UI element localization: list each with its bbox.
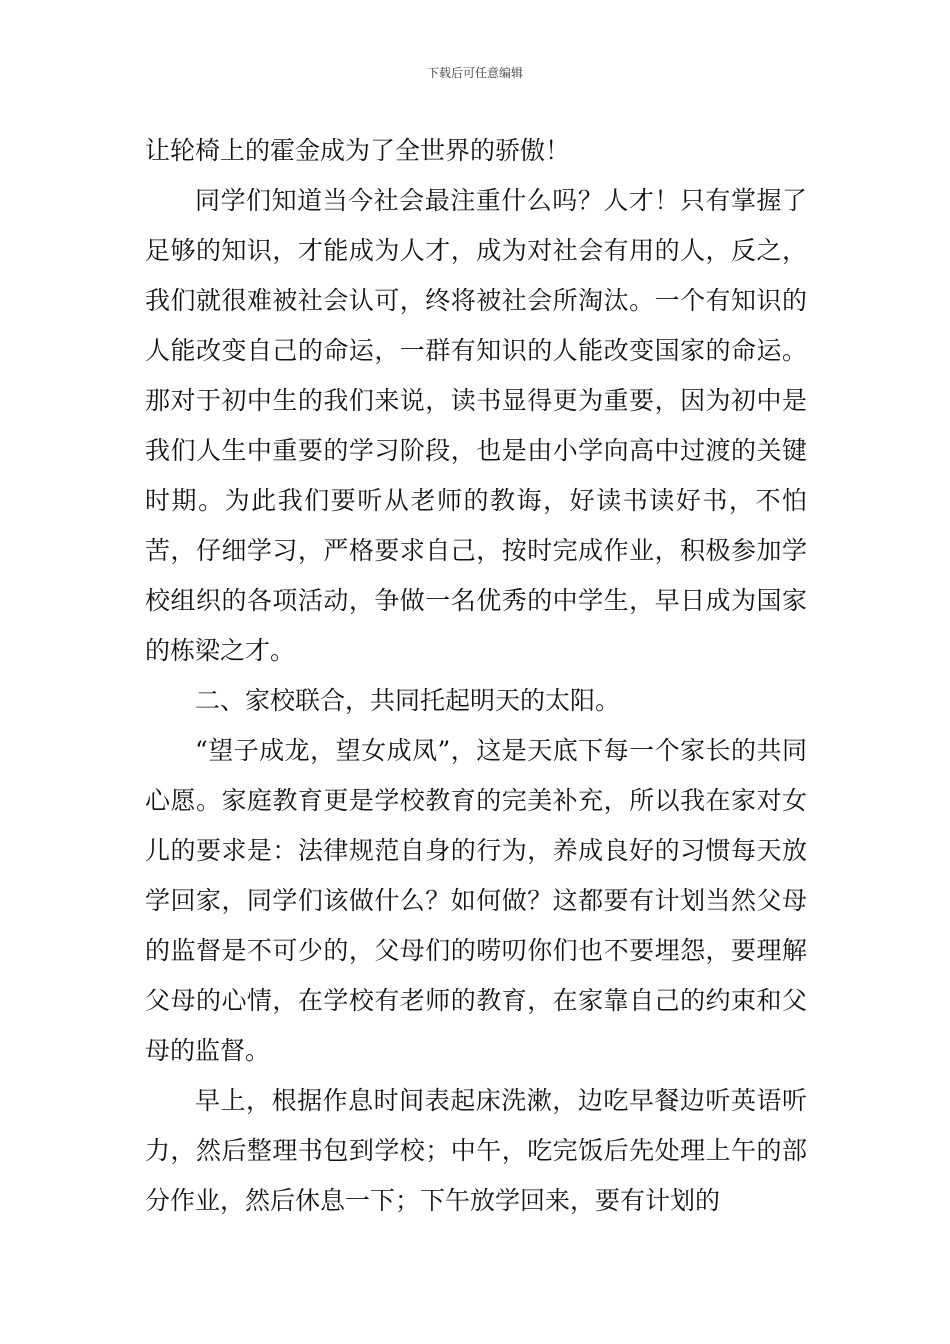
paragraph: 早上，根据作息时间表起床洗漱，边吃早餐边听英语听力，然后整理书包到学校；中午，吃完饭后先处理上午的部分作业，然后休息一下；下午放学回来，要有计划的 [145, 1086, 807, 1215]
paragraph: “望子成龙，望女成凤”，这是天底下每一个家长的共同心愿。家庭教育更是学校教育的完美补充，所以我在家对女儿的要求是：法律规范自身的行为，养成良好的习惯每天放学回家，同学们该做什么？如何做？这都要有计划当然父母的监督是不可少的，父母们的唠叨你们也不要埋怨，要理解父母的心情，在学校有老师的教育，在家靠自己的约束和父母的监督。 [145, 736, 807, 1065]
page-header: 下载后可任意编辑 [426, 66, 523, 80]
paragraph: 让轮椅上的霍金成为了全世界的骄傲！ [145, 136, 571, 165]
section-heading: 二、家校联合，共同托起明天的太阳。 [195, 686, 621, 715]
paragraph: 同学们知道当今社会最注重什么吗？人才！只有掌握了足够的知识，才能成为人才，成为对社会有用的人，反之，我们就很难被社会认可，终将被社会所淘汰。一个有知识的人能改变自己的命运，一群有知识的人能改变国家的命运。那对于初中生的我们来说，读书显得更为重要，因为初中是我们人生中重要的学习阶段，也是由小学向高中过渡的关键时期。为此我们要听从老师的教诲，好读书读好书，不怕苦，仔细学习，严格要求自己，按时完成作业，积极参加学校组织的各项活动，争做一名优秀的中学生，早日成为国家的栋梁之才。 [145, 186, 807, 665]
document-body [145, 126, 807, 1226]
